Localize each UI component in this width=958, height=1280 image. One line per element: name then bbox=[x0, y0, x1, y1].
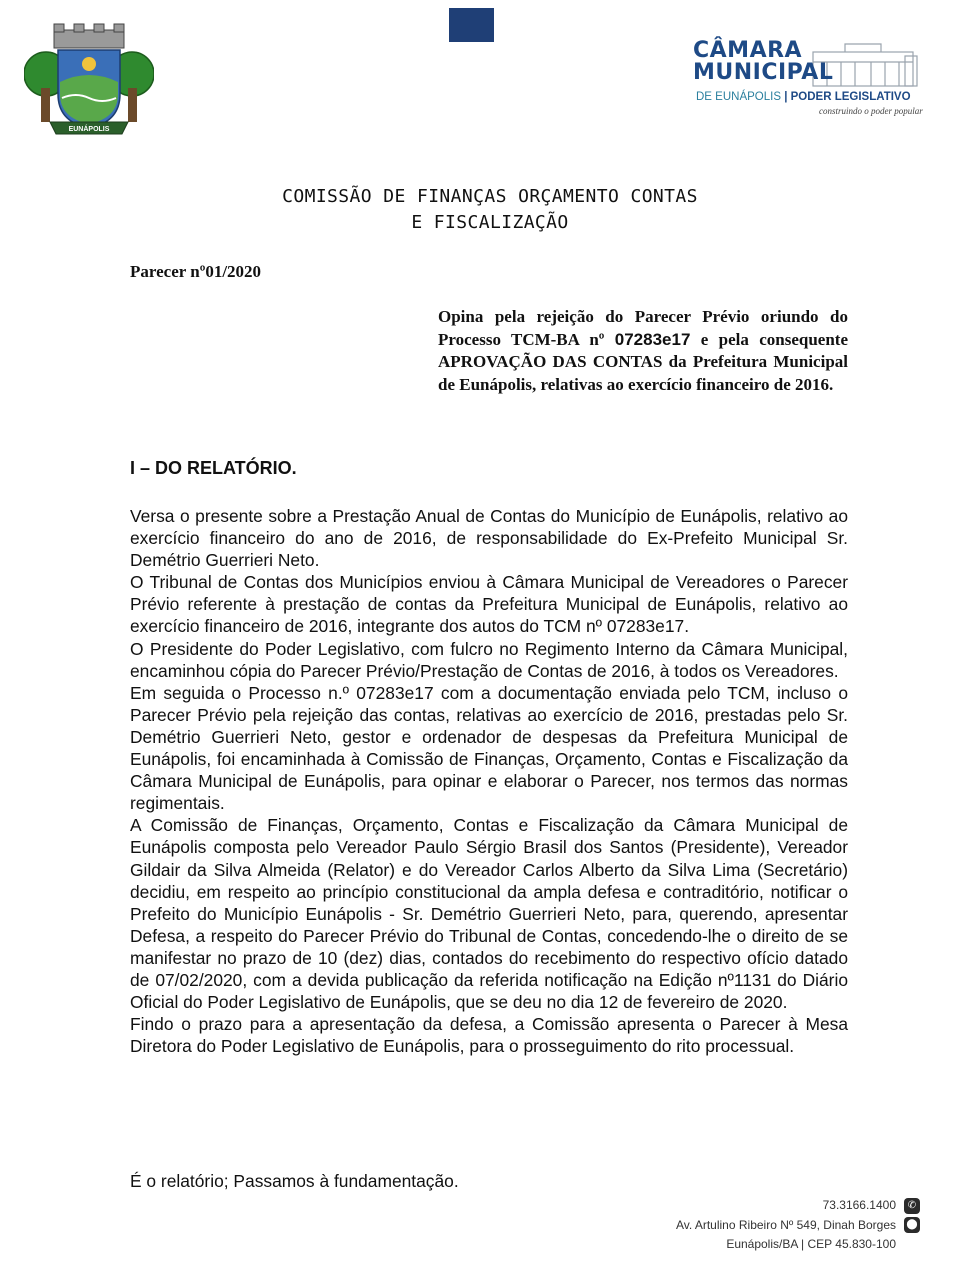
phone-icon: ✆ bbox=[904, 1198, 920, 1214]
committee-heading bbox=[150, 184, 830, 236]
report-paragraph: O Presidente do Poder Legislativo, com fulcro no Regimento Interno da Câmara Municipal, encaminhou cópia do Parecer Prévio/Prestação de Contas de 2016, à todos os Vereadores. bbox=[130, 638, 848, 681]
camara-poder: PODER LEGISLATIVO bbox=[790, 91, 911, 103]
top-tab-mark bbox=[449, 8, 494, 42]
footer-city-row bbox=[676, 1235, 920, 1255]
location-pin-icon: ⬤ bbox=[904, 1217, 920, 1233]
report-paragraph: Em seguida o Processo n.º 07283e17 com a documentação enviada pelo TCM, incluso o Parecer Prévio pela rejeição das contas, relativas ao exercício de 2016, prestadas pelo Sr. Demétrio Guerrieri Neto, gestor e ordenador de despesas da Prefeitura Municipal de Eunápolis, foi encaminhada à Comissão de Finanças, Orçamento, Contas e Fiscalização da Câmara Municipal de Eunápolis, para opinar e elaborar o Parecer, nos termos das normas regimentais. bbox=[130, 682, 848, 814]
camara-separator: | bbox=[784, 91, 788, 103]
crest-banner-text: EUNÁPOLIS bbox=[68, 126, 110, 133]
report-paragraph: A Comissão de Finanças, Orçamento, Contas e Fiscalização da Câmara Municipal de Eunápolis composta pelo Vereador Paulo Sérgio Brasil dos Santos (Presidente), Vereador Gildair da Silva Almeida (Relator) e do Vereador Carlos Alberto da Silva Lima (Secretário) decidiu, em respeito ao princípio constitucional da ampla defesa e contraditório, notificar o Prefeito do Município Eunápolis - Sr. Demétrio Guerrieri Neto, para, querendo, apresentar Defesa, a respeito do Parecer Prévio do Tribunal de Contas, concedendo-lhe o direito de se manifestar no prazo de 10 (dez) dias, contados do recebimento do respectivo ofício datado de 07/02/2020, com a devida publicação da referida notificação na Edição nº1131 do Diário Oficial do Poder Legislativo de Eunápolis, que se deu no dia 12 de fevereiro de 2020. bbox=[130, 815, 848, 1013]
report-paragraph: Versa o presente sobre a Prestação Anual de Contas do Município de Eunápolis, relativo ao exercício financeiro do ano de 2016, de responsabilidade do Ex-Prefeito Municipal Sr. Demétrio Guerrieri Neto. bbox=[130, 506, 848, 571]
section-title: I – DO RELATÓRIO. bbox=[130, 458, 297, 478]
camara-slogan: construindo o poder popular bbox=[819, 106, 923, 116]
footer-city: Eunápolis/BA | CEP 45.830-100 bbox=[726, 1237, 896, 1251]
camara-subtitle bbox=[696, 91, 911, 103]
report-body bbox=[130, 505, 848, 1057]
camara-city: DE EUNÁPOLIS bbox=[696, 91, 781, 103]
camara-municipal-logo bbox=[693, 38, 923, 122]
camara-title-line2: MUNICIPAL bbox=[693, 60, 834, 85]
footer-phone: 73.3166.1400 bbox=[822, 1198, 896, 1212]
municipal-crest-logo bbox=[24, 22, 154, 144]
report-paragraph: O Tribunal de Contas dos Municípios enviou à Câmara Municipal de Vereadores o Parecer Prévio referente à prestação de contas da Prefeitura Municipal de Eunápolis, relativo ao exercício financeiro de 2016, integrante dos autos do TCM nº 07283e17. bbox=[130, 572, 848, 637]
footer-address: Av. Artulino Ribeiro Nº 549, Dinah Borges bbox=[675, 1217, 896, 1232]
heading-line-2: E FISCALIZAÇÃO bbox=[411, 212, 569, 233]
closing-line: É o relatório; Passamos à fundamentação. bbox=[130, 1171, 459, 1191]
footer-phone-row bbox=[676, 1196, 920, 1216]
footer-contact bbox=[676, 1196, 920, 1255]
summary-ementa bbox=[438, 306, 848, 396]
footer-address-row bbox=[676, 1216, 920, 1236]
report-paragraph: Findo o prazo para a apresentação da defesa, a Comissão apresenta o Parecer à Mesa Diretora do Poder Legislativo de Eunápolis, para o prosseguimento do rito processual. bbox=[130, 1014, 848, 1057]
heading-line-1: COMISSÃO DE FINANÇAS ORÇAMENTO CONTAS bbox=[282, 186, 698, 207]
parecer-number: Parecer nº01/2020 bbox=[130, 262, 262, 281]
summary-text-2: e pela consequente APROVAÇÃO DAS CONTAS da Prefeitura Municipal de Eunápolis, relativas ao exercício financeiro de 2016. bbox=[438, 329, 848, 394]
summary-text-1: Opina pela rejeição do Parecer Prévio oriundo do Processo TCM-BA nº bbox=[438, 307, 848, 349]
camara-title-line1: CÂMARA bbox=[693, 38, 803, 63]
camara-title bbox=[693, 40, 833, 84]
summary-process-number: 07283e17 bbox=[614, 329, 691, 349]
